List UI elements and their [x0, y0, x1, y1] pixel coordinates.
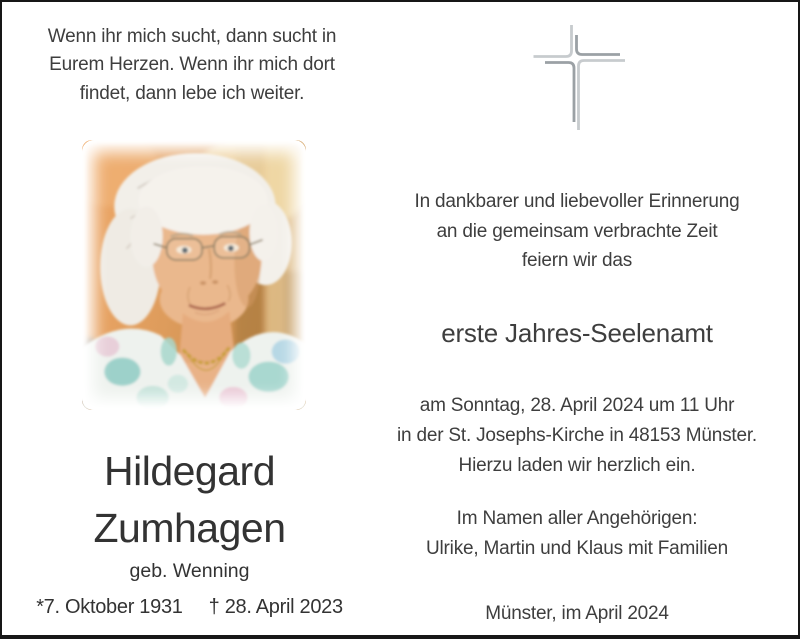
deceased-maiden-name: geb. Wenning	[129, 560, 250, 582]
intro-line-2: an die gemeinsam verbrachte Zeit	[436, 220, 718, 242]
event-location: in der St. Josephs-Kirche in 48153 Münster.	[397, 425, 757, 446]
intro-line-3: feiern wir das	[521, 250, 633, 271]
portrait-illustration	[82, 140, 306, 410]
epigraph-line-1: Wenn ihr mich sucht, dann sucht in	[47, 26, 337, 47]
memorial-cross-icon	[525, 12, 635, 137]
epigraph-quote	[25, 23, 359, 108]
event-title: erste Jahres-Seelenamt	[441, 318, 713, 348]
family-signature	[370, 504, 784, 564]
life-dates	[27, 594, 352, 620]
event-invite-line: Hierzu laden wir herzlich ein.	[458, 455, 696, 476]
birth-date: *7. Oktober 1931	[36, 596, 183, 618]
intro-line-1: In dankbarer und liebevoller Erinnerung	[414, 191, 740, 212]
event-datetime: am Sonntag, 28. April 2024 um 11 Uhr	[419, 395, 735, 416]
epigraph-line-2: Eurem Herzen. Wenn ihr mich dort	[49, 54, 335, 76]
deceased-last-name: Zumhagen	[93, 505, 286, 551]
event-details	[370, 391, 784, 481]
family-line-2: Ulrike, Martin und Klaus mit Familien	[426, 538, 728, 559]
death-date: † 28. April 2023	[208, 596, 343, 618]
deceased-first-name: Hildegard	[104, 448, 275, 494]
place-and-date: Münster, im April 2024	[485, 603, 669, 624]
portrait-photo	[82, 140, 306, 410]
family-line-1: Im Namen aller Angehörigen:	[456, 508, 698, 529]
remembrance-intro	[370, 187, 784, 276]
epigraph-line-3: findet, dann lebe ich weiter.	[79, 82, 305, 104]
